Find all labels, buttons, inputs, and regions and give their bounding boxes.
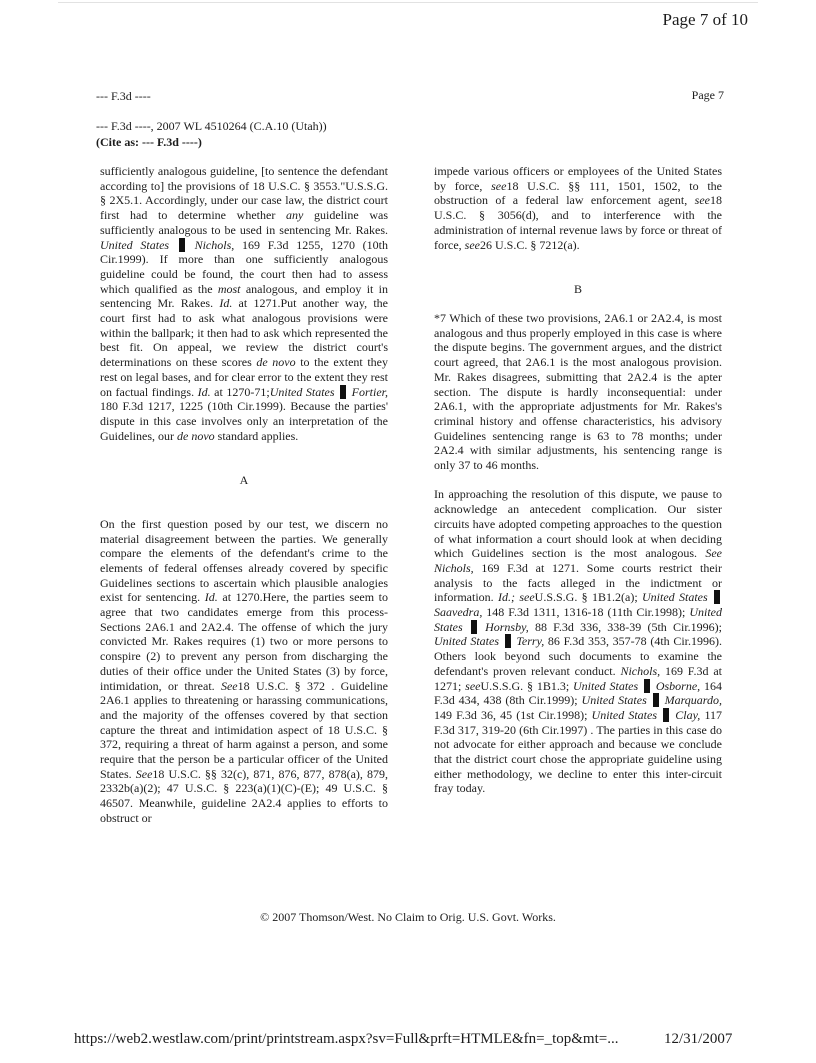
document-header <box>96 88 327 150</box>
paragraph: impede various officers or employees of the United States by force, see18 U.S.C. §§ 111, 1501, 1502, to the obstruction of a federal law enforcement agent, see18 U.S.C. § 3056(d), and to interference with the administration of internal revenue laws by force or threat of force, see26 U.S.C. § 7212(a). <box>434 164 722 252</box>
paragraph: In approaching the resolution of this dispute, we pause to acknowledge an antecedent complication. Our sister circuits have adopted competing approaches to the question of what information a court should look at when deciding which Guidelines section is the most analogous. See Nichols, 169 F.3d at 1271. Some courts restrict their analysis to the facts alleged in the indictment or information. Id.; seeU.S.S.G. § 1B1.2(a); United States Saavedra, 148 F.3d 1311, 1316-18 (11th Cir.1998); United States Hornsby, 88 F.3d 336, 338-39 (5th Cir.1996); United States Terry, 86 F.3d 353, 357-78 (4th Cir.1996). Others look beyond such documents to examine the defendant's proven relevant conduct. Nichols, 169 F.3d at 1271; seeU.S.S.G. § 1B1.3; United States Osborne, 164 F.3d 434, 438 (8th Cir.1999); United States Marquardo, 149 F.3d 36, 45 (1st Cir.1998); United States Clay, 117 F.3d 317, 319-20 (6th Cir.1997) . The parties in this case do not advocate for either approach and because we conclude that the district court chose the appropriate guideline using either methodology, we decline to enter this inter-circuit fray today. <box>434 487 723 796</box>
copyright-footer: © 2007 Thomson/West. No Claim to Orig. U.S. Govt. Works. <box>260 910 556 924</box>
redaction-mark <box>653 693 659 707</box>
print-date: 12/31/2007 <box>664 1031 733 1047</box>
page-label: Page 7 <box>691 88 724 102</box>
paragraph: On the first question posed by our test, we discern no material disagreement between the parties. We generally compare the elements of the defendant's crime to the elements of federal offenses already covered by specific Guidelines sections to ascertain which plausible analogies exist for sentencing. Id. at 1270.Here, the parties seem to agree that two candidates emerge from this process-Sections 2A6.1 and 2A2.4. The offense of which the jury convicted Mr. Rakes requires (1) two or more persons to conspire (2) to prevent any person from discharging the duties of their office under the United States (3) by force, intimidation, or threat. See18 U.S.C. § 372 . Guideline 2A6.1 applies to threatening or harassing communications, and the majority of the offenses covered by that section capture the threat and intimidation aspect of 18 U.S.C. § 372, requiring a threat of harm against a person, and some require that the person be a particular officer of the United States. See18 U.S.C. §§ 32(c), 871, 876, 877, 878(a), 879, 2332b(a)(2); 47 U.S.C. § 223(a)(1)(C)-(E); 49 U.S.C. § 46507. Meanwhile, guideline 2A2.4 applies to efforts to obstruct or <box>100 516 388 825</box>
redaction-mark <box>644 679 650 693</box>
page-count: Page 7 of 10 <box>662 10 748 29</box>
redaction-mark <box>179 238 185 252</box>
paragraph: *7 Which of these two provisions, 2A6.1 or 2A2.4, is most analogous and thus properly employed in this case is where the dispute begins. The government argues, and the district court agreed, that 2A6.1 is the most analogous provision. Mr. Rakes disagrees, submitting that 2A2.4 is the apter section. The dispute is hardly inconsequential: under 2A6.1, with the appropriate adjustments for Mr. Rakes's criminal history and offense characteristics, his advisory Guidelines sentencing range is 63 to 78 months; under 2A2.4 with similar adjustments, his sentencing range is only 37 to 46 months. <box>434 310 722 473</box>
redaction-mark <box>714 590 720 604</box>
redaction-mark <box>340 385 346 399</box>
right-column <box>434 164 722 811</box>
paragraph: sufficiently analogous guideline, [to sentence the defendant according to] the provisions of 18 U.S.C. § 3553."U.S.S.G. § 2X5.1. Accordingly, under our case law, the district court first had to determine whether any guideline was sufficiently analogous to be used in sentencing Mr. Rakes. United States Nichols, 169 F.3d 1255, 1270 (10th Cir.1999). If more than one sufficiently analogous guideline could be found, the court then had to assess which qualified as the most analogous, and employ it in sentencing Mr. Rakes. Id. at 1271.Put another way, the court first had to ask what analogous provisions were within the ballpark; it then had to ask which represented the best fit. On appeal, we review the district court's determinations on these scores de novo to the extent they rest on legal bases, and for clear error to the extent they rest on factual findings. Id. at 1270-71;United States Fortier, 180 F.3d 1217, 1225 (10th Cir.1999). Because the parties' dispute in this case involves only an interpretation of the Guidelines, our de novo standard applies. <box>100 164 389 443</box>
section-heading-b: B <box>573 281 582 296</box>
header-rule <box>58 2 758 3</box>
section-heading-a: A <box>239 472 249 487</box>
redaction-mark <box>505 634 511 648</box>
redaction-mark <box>471 620 477 634</box>
left-column <box>100 164 388 840</box>
reporter-label: --- F.3d ---- <box>96 89 151 103</box>
redaction-mark <box>663 708 669 722</box>
cite-as: (Cite as: --- F.3d ----) <box>96 135 202 149</box>
print-url: https://web2.westlaw.com/print/printstream.aspx?sv=Full&prft=HTMLE&fn=_top&mt=... <box>74 1031 619 1047</box>
citation: --- F.3d ----, 2007 WL 4510264 (C.A.10 (Utah)) <box>96 119 327 133</box>
